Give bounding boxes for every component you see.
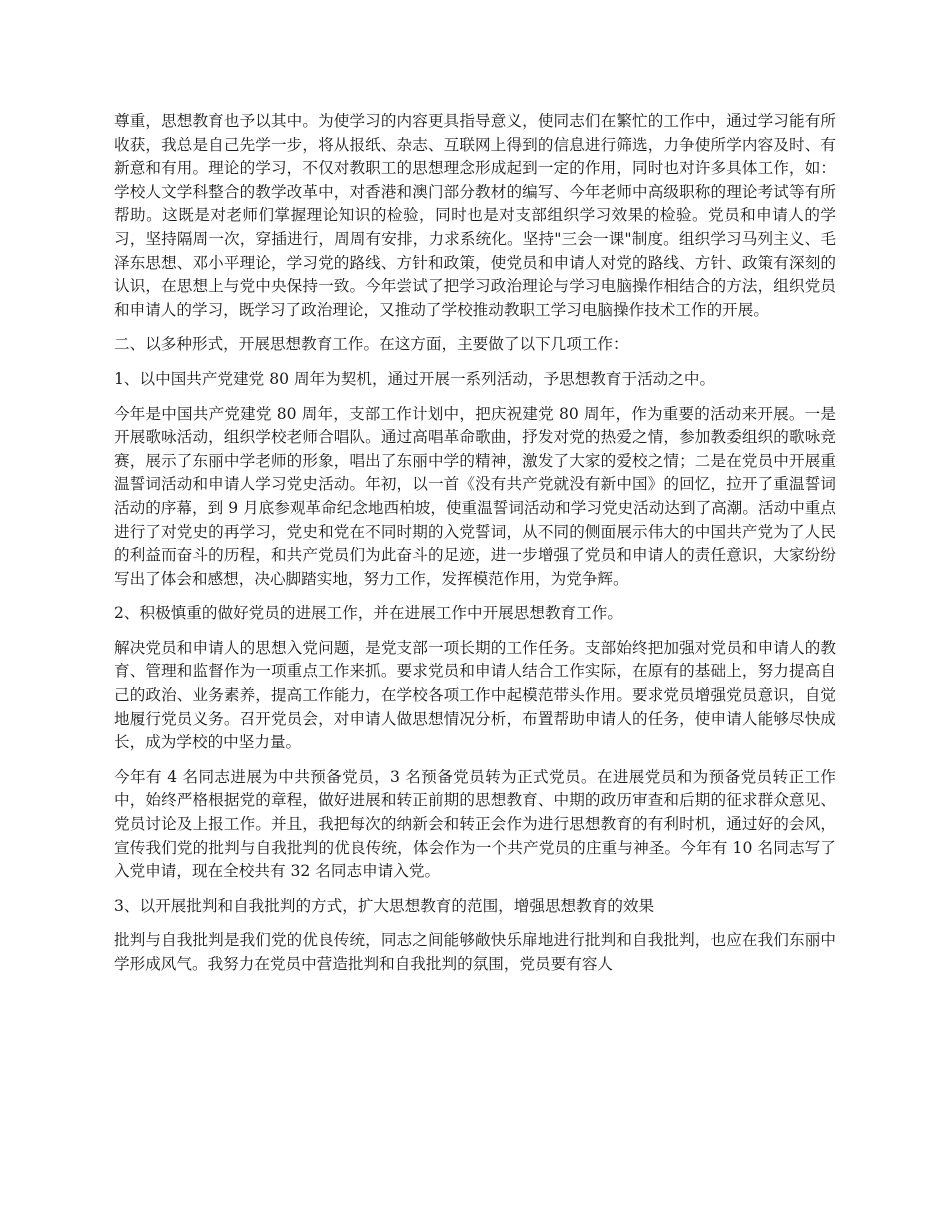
paragraph-study-theory: 尊重，思想教育也予以其中。为使学习的内容更具指导意义，使同志们在繁忙的工作中，通过学习能有所收获，我总是自己先学一步，将从报纸、杂志、互联网上得到的信息进行筛选，力争使所学内容及时、有新意和有用。理论的学习，不仅对教职工的思想理念形成起到一定的作用，同时也对许多具体工作，如：学校人文学科整合的教学改革中，对香港和澳门部分教材的编写、今年老师中高级职称的理论考试等有所帮助。这既是对老师们掌握理论知识的检验，同时也是对支部组织学习效果的检验。党员和申请人的学习，坚持隔周一次，穿插进行，周周有安排，力求系统化。坚持"三会一课"制度。组织学习马列主义、毛泽东思想、邓小平理论，学习党的路线、方针和政策，使党员和申请人对党的路线、方针、政策有深刻的认识，在思想上与党中央保持一致。今年尝试了把学习政治理论与学习电脑操作相结合的方法，组织党员和申请人的学习，既学习了政治理论，又推动了学校推动教职工学习电脑操作技术工作的开展。 xyxy=(114,112,836,319)
heading-section-two: 二、以多种形式，开展思想教育工作。在这方面，主要做了以下几项工作： xyxy=(114,335,629,354)
heading-item-three: 3、以开展批判和自我批判的方式，扩大思想教育的范围，增强思想教育的效果 xyxy=(114,896,655,915)
paragraph-criticism: 批判与自我批判是我们党的优良传统，同志之间能够敞快乐扉地进行批判和自我批判，也应在我们东丽中学形成风气。我努力在党员中营造批判和自我批判的氛围，党员要有容人 xyxy=(114,931,836,973)
heading-item-two: 2、积极慎重的做好党员的进展工作，并在进展工作中开展思想教育工作。 xyxy=(114,604,623,623)
document-body xyxy=(114,110,836,988)
paragraph-anniversary-activities: 今年是中国共产党建党 80 周年，支部工作计划中，把庆祝建党 80 周年，作为重要的活动来开展。一是开展歌咏活动，组织学校老师合唱队。通过高唱革命歌曲，抒发对党的热爱之情，参加教委组织的歌咏竞赛，展示了东丽中学老师的形象，唱出了东丽中学的精神，激发了大家的爱校之情；二是在党员中开展重温誓词活动和申请人学习党史活动。年初，以一首《没有共产党就没有新中国》的回忆，拉开了重温誓词活动的序幕，到 9 月底参观革命纪念地西柏坡，使重温誓词活动和学习党史活动达到了高潮。活动中重点进行了对党史的再学习，党史和党在不同时期的入党誓词，从不同的侧面展示伟大的中国共产党为了人民的利益而奋斗的历程，和共产党员们为此奋斗的足迹，进一步增强了党员和申请人的责任意识，大家纷纷写出了体会和感想，决心脚踏实地，努力工作，发挥模范作用，为党争辉。 xyxy=(114,404,836,588)
paragraph-member-education: 解决党员和申请人的思想入党问题，是党支部一项长期的工作任务。支部始终把加强对党员和申请人的教育、管理和监督作为一项重点工作来抓。要求党员和申请人结合工作实际，在原有的基础上，努力提高自己的政治、业务素养，提高工作能力，在学校各项工作中起模范带头作用。要求党员增强党员意识，自觉地履行党员义务。召开党员会，对申请人做思想情况分析，布置帮助申请人的任务，使申请人能够尽快成长，成为学校的中坚力量。 xyxy=(114,638,836,752)
paragraph-member-development: 今年有 4 名同志进展为中共预备党员，3 名预备党员转为正式党员。在进展党员和为预备党员转正工作中，始终严格根据党的章程，做好进展和转正前期的思想教育、中期的政历审查和后期的征求群众意见、党员讨论及上报工作。并且，我把每次的纳新会和转正会作为进行思想教育的有利时机，通过好的会风，宣传我们党的批判与自我批判的优良传统，体会作为一个共产党员的庄重与神圣。今年有 10 名同志写了入党申请，现在全校共有 32 名同志申请入党。 xyxy=(114,767,836,881)
heading-item-one: 1、以中国共产党建党 80 周年为契机，通过开展一系列活动，予思想教育于活动之中。 xyxy=(114,369,716,388)
